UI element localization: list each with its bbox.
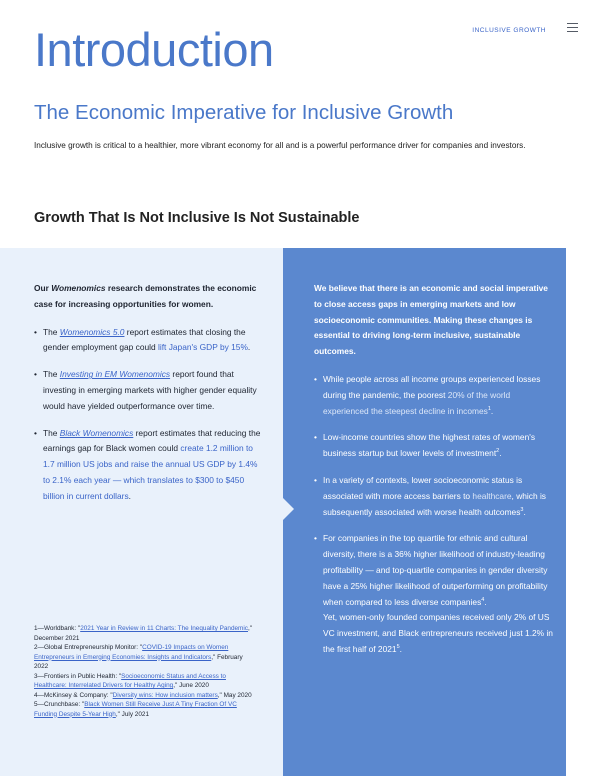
- left-column: [34, 281, 266, 516]
- footnote-2: 2—Global Entrepreneurship Monitor: "COVID-19 Impacts on Women Entrepreneurs in Emerging Economies: Insights and Indicators," February 2022: [34, 644, 243, 670]
- page-subtitle: The Economic Imperative for Inclusive Growth: [34, 101, 454, 124]
- page-title: Introduction: [34, 23, 274, 76]
- right-intro: We believe that there is an economic and social imperative to close access gaps in emerging markets and low socioeconomic communities. Making these changes is essential to driving long-term inclusive, sustainable outcomes.: [314, 283, 548, 357]
- list-item: • The Womenomics 5.0 report estimates that closing the gender employment gap could lift Japan's GDP by 15%.: [34, 325, 266, 357]
- hamburger-menu-icon[interactable]: [567, 23, 578, 35]
- footnote-3-link[interactable]: Socioeconomic Status and Access to Healthcare: Interrelated Drivers for Healthy Aging: [34, 672, 226, 689]
- list-item: • The Black Womenomics report estimates that reducing the earnings gap for Black women could create 1.2 million to 1.7 million US jobs and raise the annual US GDP by 1.4% to 2.1% each year — which translates to $300 to $450 billion in current dollars.: [34, 426, 266, 505]
- footnotes: [34, 624, 254, 719]
- panel-arrow: [283, 498, 294, 520]
- list-item: • In a variety of contexts, lower socioeconomic status is associated with more access barriers to healthcare, which is subsequently associated with worse health outcomes$^3$.: [314, 473, 554, 520]
- list-item: • For companies in the top quartile for ethnic and cultural diversity, there is a 36% higher likelihood of industry-leading profitability — and top-quartile companies in gender diversity have a 25% higher likelihood of outperforming on profitability when compared to less diverse companies$^4$. Yet, women-only founded companies received only 2% of US VC investment, and Black entrepreneurs received just 1.2% in the first half of 2021$^5$.: [314, 531, 554, 657]
- left-bullet-list: [34, 325, 266, 505]
- investing-em-womenomics-link[interactable]: Investing in EM Womenomics: [59, 369, 171, 380]
- black-womenomics-link[interactable]: Black Womenomics: [59, 427, 134, 438]
- footnote-2-link[interactable]: COVID-19 Impacts on Women Entrepreneurs in Emerging Economies: Insights and Indicators: [34, 644, 229, 661]
- footnote-5-link[interactable]: Black Women Still Receive Just A Tiny Fraction Of VC Funding Despite 5-Year High: [34, 701, 237, 718]
- womenomics-5-link[interactable]: Womenomics 5.0: [59, 326, 125, 337]
- list-item: • Low-income countries show the highest rates of women's business startup but lower levels of investment$^2$.: [314, 430, 554, 462]
- lede-paragraph: Inclusive growth is critical to a healthier, more vibrant economy for all and is a powerful performance driver for companies and investors.: [34, 141, 526, 150]
- list-item: • While people across all income groups experienced losses during the pandemic, the poorest 20% of the world experienced the steepest decline in incomes$^1$.: [314, 372, 554, 419]
- healthcare-link[interactable]: healthcare: [472, 490, 512, 501]
- left-intro: Our Womenomics research demonstrates the economic case for increasing opportunities for women.: [34, 283, 257, 309]
- footnote-4-link[interactable]: Diversity wins: How inclusion matters: [112, 691, 218, 699]
- right-bullet-list: [314, 372, 554, 658]
- footnote-5: 5—Crunchbase: "Black Women Still Receive Just A Tiny Fraction Of VC Funding Despite 5-Year High," July 2021: [34, 701, 237, 718]
- brand-label[interactable]: INCLUSIVE GROWTH: [472, 27, 546, 34]
- footnote-3: 3—Frontiers in Public Health: "Socioeconomic Status and Access to Healthcare: Interrelated Drivers for Healthy Aging," June 2020: [34, 672, 226, 689]
- list-item: • The Investing in EM Womenomics report found that investing in emerging markets with higher gender equality would have yielded outperformance over time.: [34, 367, 266, 414]
- right-column: [314, 281, 554, 669]
- footnote-1-link[interactable]: 2021 Year in Review in 11 Charts: The Inequality Pandemic: [80, 625, 248, 632]
- footnote-1: 1—Worldbank: "2021 Year in Review in 11 Charts: The Inequality Pandemic," December 2021: [34, 625, 253, 642]
- footnote-4: 4—McKinsey & Company: "Diversity wins: How inclusion matters," May 2020: [34, 691, 252, 699]
- section-heading: Growth That Is Not Inclusive Is Not Sustainable: [34, 210, 360, 226]
